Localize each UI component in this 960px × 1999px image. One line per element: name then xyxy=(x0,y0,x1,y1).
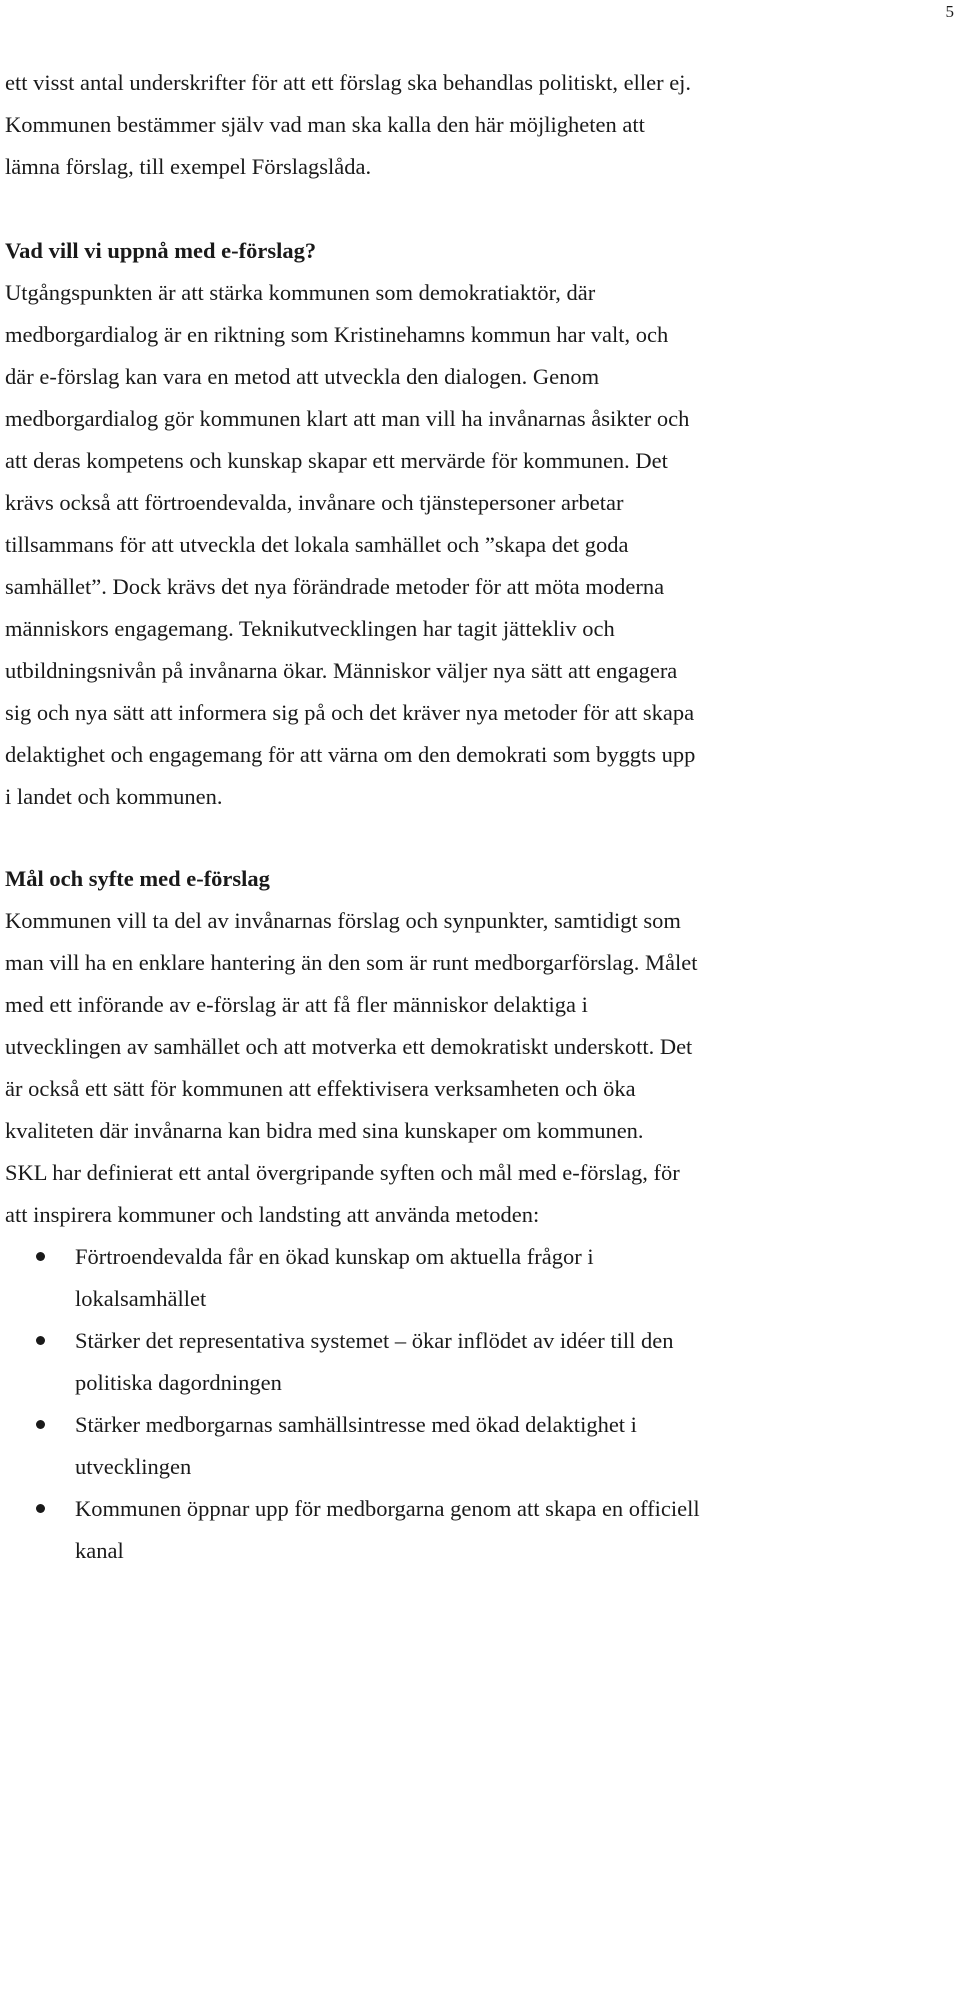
section-heading: Mål och syfte med e-förslag xyxy=(5,866,270,891)
text-line: medborgardialog är en riktning som Kristinehamns kommun har valt, och xyxy=(5,322,669,347)
text-line: där e-förslag kan vara en metod att utveckla den dialogen. Genom xyxy=(5,364,600,389)
section-purpose xyxy=(5,858,945,1572)
list-item-text: Kommunen öppnar upp för medborgarna genom att skapa en officiell xyxy=(75,1496,700,1521)
text-line: att deras kompetens och kunskap skapar ett mervärde för kommunen. Det xyxy=(5,448,668,473)
list-item xyxy=(5,1236,945,1320)
list-item xyxy=(5,1320,945,1404)
text-line: är också ett sätt för kommunen att effektivisera verksamheten och öka xyxy=(5,1076,636,1101)
text-line: man vill ha en enklare hantering än den som är runt medborgarförslag. Målet xyxy=(5,950,698,975)
text-line: utvecklingen av samhället och att motverka ett demokratiskt underskott. Det xyxy=(5,1034,693,1059)
list-item-text: Förtroendevalda får en ökad kunskap om aktuella frågor i xyxy=(75,1244,594,1269)
list-item-text: politiska dagordningen xyxy=(75,1370,282,1395)
list-item-text: Stärker medborgarnas samhällsintresse med ökad delaktighet i xyxy=(75,1412,637,1437)
text-line: med ett införande av e-förslag är att få fler människor delaktiga i xyxy=(5,992,588,1017)
text-line: att inspirera kommuner och landsting att använda metoden: xyxy=(5,1202,540,1227)
list-item-text: lokalsamhället xyxy=(75,1286,207,1311)
list-item xyxy=(5,1488,945,1572)
page-number: 5 xyxy=(945,2,954,21)
text-line: Utgångspunkten är att stärka kommunen som demokratiaktör, där xyxy=(5,280,596,305)
text-line: ett visst antal underskrifter för att ett förslag ska behandlas politiskt, eller ej. xyxy=(5,70,692,95)
text-line: kvaliteten där invånarna kan bidra med sina kunskaper om kommunen. xyxy=(5,1118,644,1143)
text-line: tillsammans för att utveckla det lokala samhället och ”skapa det goda xyxy=(5,532,629,557)
section-heading: Vad vill vi uppnå med e-förslag? xyxy=(5,238,317,263)
text-line: utbildningsnivån på invånarna ökar. Människor väljer nya sätt att engagera xyxy=(5,658,678,683)
bullet-icon xyxy=(36,1252,45,1261)
text-line: lämna förslag, till exempel Förslagslåda. xyxy=(5,154,372,179)
document-body xyxy=(5,62,945,1572)
section-goals xyxy=(5,230,945,818)
text-line: i landet och kommunen. xyxy=(5,784,223,809)
intro-paragraph xyxy=(5,62,945,188)
text-line: människors engagemang. Teknikutvecklingen har tagit jättekliv och xyxy=(5,616,615,641)
bullet-icon xyxy=(36,1504,45,1513)
text-line: Kommunen bestämmer själv vad man ska kalla den här möjligheten att xyxy=(5,112,645,137)
text-line: samhället”. Dock krävs det nya förändrade metoder för att möta moderna xyxy=(5,574,665,599)
bullet-icon xyxy=(36,1336,45,1345)
text-line: sig och nya sätt att informera sig på och det kräver nya metoder för att skapa xyxy=(5,700,695,725)
list-item-text: kanal xyxy=(75,1538,124,1563)
text-line: SKL har definierat ett antal övergripande syften och mål med e-förslag, för xyxy=(5,1160,680,1185)
list-item-text: Stärker det representativa systemet – ökar inflödet av idéer till den xyxy=(75,1328,674,1353)
text-line: medborgardialog gör kommunen klart att man vill ha invånarnas åsikter och xyxy=(5,406,690,431)
list-item xyxy=(5,1404,945,1488)
bullet-list xyxy=(5,1236,945,1572)
text-line: Kommunen vill ta del av invånarnas förslag och synpunkter, samtidigt som xyxy=(5,908,681,933)
text-line: krävs också att förtroendevalda, invånare och tjänstepersoner arbetar xyxy=(5,490,624,515)
list-item-text: utvecklingen xyxy=(75,1454,192,1479)
bullet-icon xyxy=(36,1420,45,1429)
text-line: delaktighet och engagemang för att värna om den demokrati som byggts upp xyxy=(5,742,696,767)
